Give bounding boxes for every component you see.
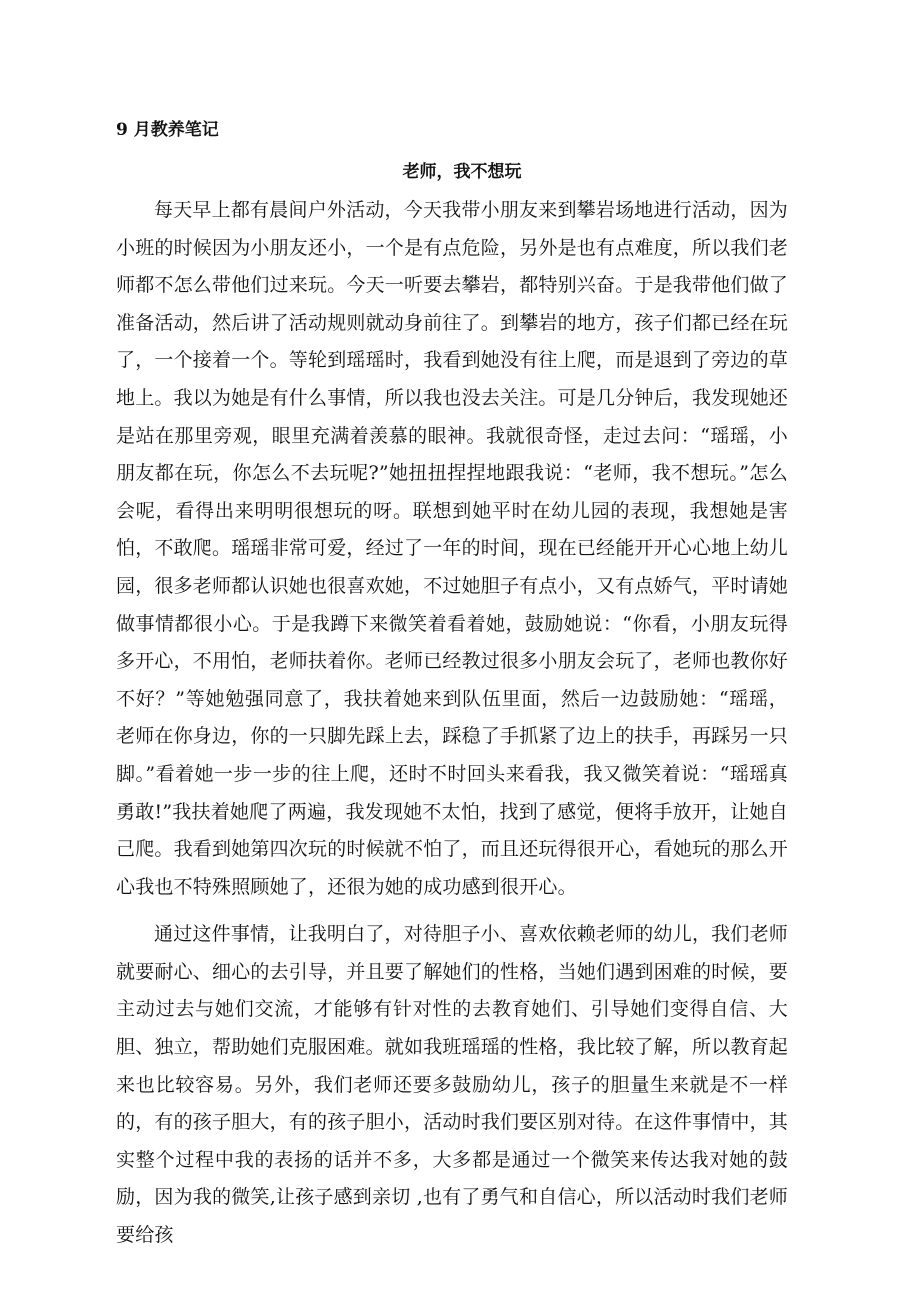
body-paragraph-2: 通过这件事情，让我明白了，对待胆子小、喜欢依赖老师的幼儿，我们老师就要耐心、细心的去引导，并且要了解她们的性格，当她们遇到困难的时候，要主动过去与她们交流，才能够有针对性的去教育她们、引导她们变得自信、大胆、独立，帮助她们克服困难。就如我班瑶瑶的性格，我比较了解，所以教育起来也比较容易。另外，我们老师还要多鼓励幼儿，孩子的胆量生来就是不一样的，有的孩子胆大，有的孩子胆小，活动时我们要区别对待。在这件事情中，其实整个过程中我的表扬的话并不多，大多都是通过一个微笑来传达我对她的鼓励，因为我的微笑,让孩子感到亲切 ,也有了勇气和自信心，所以活动时我们老师要给孩 [116,923,789,1247]
document-heading: 9 月教养笔记 [116,120,219,140]
body-paragraph-1: 每天早上都有晨间户外活动，今天我带小朋友来到攀岩场地进行活动，因为小班的时候因为小朋友还小，一个是有点危险，另外是也有点难度，所以我们老师都不怎么带他们过来玩。今天一听要去攀岩，都特别兴奋。于是我带他们做了准备活动，然后讲了活动规则就动身前往了。到攀岩的地方，孩子们都已经在玩了，一个接着一个。等轮到瑶瑶时，我看到她没有往上爬，而是退到了旁边的草地上。我以为她是有什么事情，所以我也没去关注。可是几分钟后，我发现她还是站在那里旁观，眼里充满着羡慕的眼神。我就很奇怪，走过去问：“瑶瑶，小朋友都在玩，你怎么不去玩呢?”她扭扭捏捏地跟我说：“老师，我不想玩。”怎么会呢，看得出来明明很想玩的呀。联想到她平时在幼儿园的表现，我想她是害怕，不敢爬。瑶瑶非常可爱，经过了一年的时间，现在已经能开开心心地上幼儿园，很多老师都认识她也很喜欢她，不过她胆子有点小，又有点娇气，平时请她做事情都很小心。于是我蹲下来微笑着看着她，鼓励她说：“你看，小朋友玩得多开心，不用怕，老师扶着你。老师已经教过很多小朋友会玩了，老师也教你好不好？”等她勉强同意了，我扶着她来到队伍里面，然后一边鼓励她：“瑶瑶，老师在你身边，你的一只脚先踩上去，踩稳了手抓紧了边上的扶手，再踩另一只脚。”看着她一步一步的往上爬，还时不时回头来看我，我又微笑着说：“瑶瑶真勇敢!”我扶着她爬了两遍，我发现她不太怕，找到了感觉，便将手放开，让她自己爬。我看到她第四次玩的时候就不怕了，而且还玩得很开心，看她玩的那么开心我也不特殊照顾她了，还很为她的成功感到很开心。 [116,199,789,898]
essay-title: 老师，我不想玩 [402,162,522,182]
document-content [116,116,788,1255]
